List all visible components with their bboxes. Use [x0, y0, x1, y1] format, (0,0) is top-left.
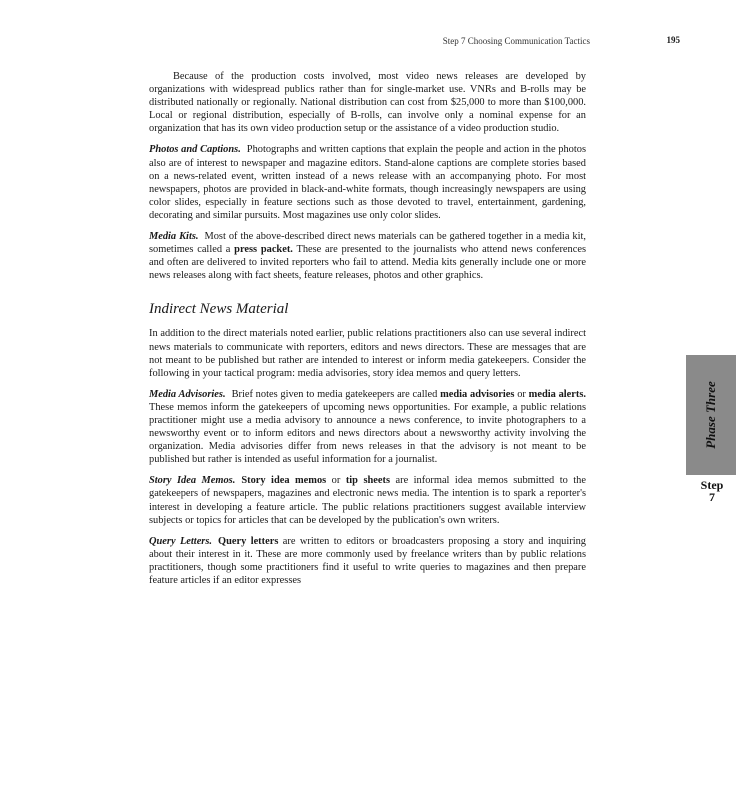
advisories-text-2: or: [514, 388, 529, 400]
query-text-1: are written to editors or broadcasters proposing a story and inquiring about their interest in it. These are more commonly used by freelance writers than by public relations practitioners, though some practitioners find it useful to write queries to magazines and then prepare feature articles if an editor expresses: [149, 535, 586, 586]
paragraph-photos-and-captions: [149, 143, 586, 222]
run-in-heading-media-kits: Media Kits.: [149, 231, 199, 243]
run-in-heading-photos: Photos and Captions.: [149, 144, 241, 156]
paragraph-story-idea-memos: [149, 474, 586, 526]
paragraph-query-letters: [149, 535, 586, 587]
term-media-alerts: media alerts.: [528, 388, 586, 400]
run-in-heading-story-idea: Story Idea Memos.: [149, 475, 236, 487]
step-number: 7: [709, 490, 715, 504]
running-head: Step 7 Choosing Communication Tactics: [442, 36, 590, 46]
paragraph-media-advisories: [149, 388, 586, 467]
advisories-text-3: These memos inform the gatekeepers of upcoming news opportunities. For example, a public relations practitioner might use a media advisory to announce a news conference, to invite photographers to a newsworthy event or to inform editors and news directors about a newsworthy activity involving the organization. Media advisories differ from news releases in that the advisory is not meant to be published but rather is intended as useful information for a journalist.: [149, 401, 586, 466]
photos-text: Photographs and written captions that explain the people and action in the photos also are of interest to newspaper and magazine editors. Stand-alone captions are complete stories based on a news-related event, written instead of a news release with an accompanying photo. For most newspapers, photos are provided in black-and-white formats, though increasingly newspapers are using color slides, especially in feature sections such as those devoted to travel, entertainment, gardening, decorating and similar pursuits. Most magazines use only color slides.: [149, 144, 586, 221]
story-idea-text-2: are informal idea memos submitted to the gatekeepers of newspapers, magazines and electronic news media. The intention is to spark a reporter's interest in developing a feature article. The public relations practitioners suggest available interview subjects or topics for articles that can be developed by the publication's own writers.: [149, 475, 586, 526]
paragraph-vnr-costs: Because of the production costs involved, most video news releases are developed by organizations with widespread publics rather than for single-market use. VNRs and B-rolls may be distributed nationally or regionally. National distribution can cost from $25,000 to more than $100,000. Local or regional distribution, especially of B-rolls, can involve only a nominal expense for an organization that has its own video production setup or the assistance of a video production studio.: [149, 71, 586, 135]
term-tip-sheets: tip sheets: [345, 475, 390, 487]
section-heading-indirect-news: Indirect News Material: [149, 301, 289, 318]
step-marker: [690, 479, 734, 503]
term-story-idea-memos: Story idea memos: [241, 475, 327, 487]
media-kits-text-1: Most of the above-described direct news materials can be gathered together in a media kit, sometimes called a: [149, 231, 586, 256]
media-kits-text-2: These are presented to the journalists who attend news conferences and often are delivered to invited reporters who fail to attend. Media kits generally include one or more news releases along with fact sheets, feature releases, photos and other graphics.: [149, 244, 586, 282]
term-media-advisories: media advisories: [440, 388, 515, 400]
body-text: [149, 70, 586, 595]
story-idea-text-1: or: [326, 475, 346, 487]
step-word: Step: [700, 478, 724, 492]
advisories-text-1: Brief notes given to media gatekeepers are called: [231, 388, 441, 400]
run-in-heading-query: Query Letters.: [149, 535, 212, 547]
term-press-packet: press packet.: [234, 244, 293, 256]
page-number: 195: [666, 35, 680, 45]
run-in-heading-advisories: Media Advisories.: [149, 388, 226, 400]
phase-label: Phase Three: [703, 381, 718, 449]
paragraph-indirect-intro: In addition to the direct materials noted earlier, public relations practitioners also can use several indirect news materials to communicate with reporters, editors and news directors. These are messages that are not meant to be published but rather are intended to interest or inform media gatekeepers. Consider the following in your tactical program: media advisories, story idea memos and query letters.: [149, 328, 586, 379]
phase-side-tab: [686, 355, 736, 475]
term-query-letters: Query letters: [218, 535, 279, 547]
paragraph-media-kits: [149, 230, 586, 282]
